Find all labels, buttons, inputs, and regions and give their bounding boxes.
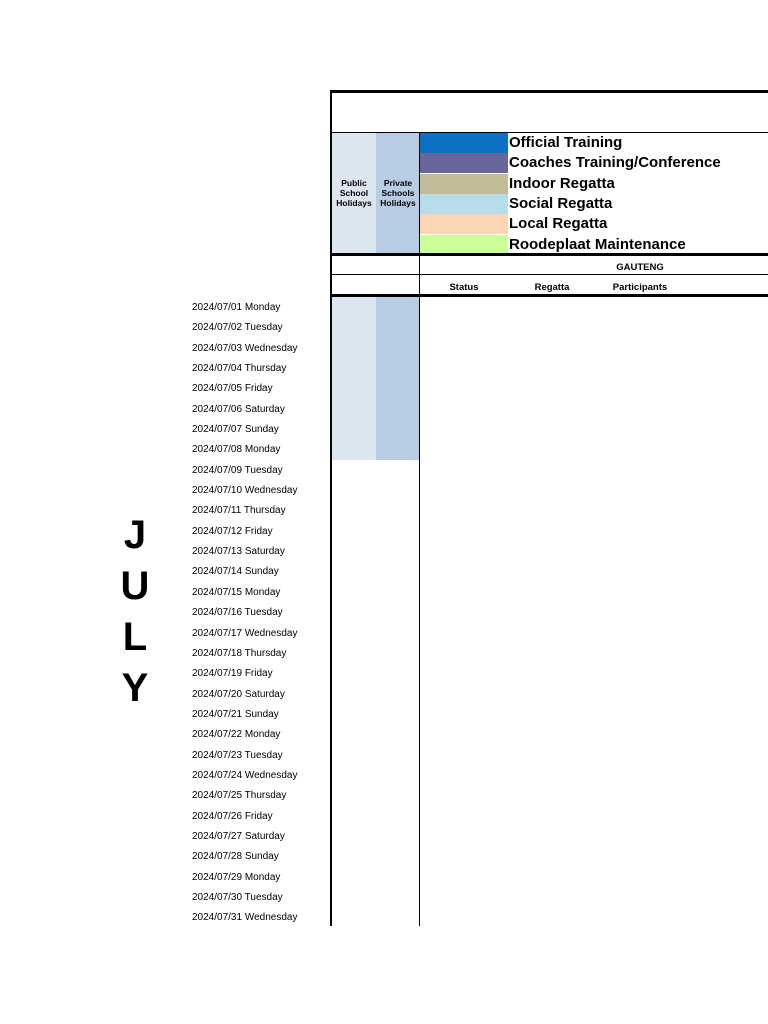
public-holiday-rows (332, 297, 376, 460)
date-row: 2024/07/11 Thursday (192, 505, 286, 517)
status-header: Status (449, 282, 479, 293)
participants-header: Participants (612, 282, 668, 293)
date-row: 2024/07/09 Tuesday (192, 464, 283, 476)
month-letter: U (120, 564, 150, 608)
legend-label: Coaches Training/Conference (509, 154, 721, 172)
date-row: 2024/07/02 Tuesday (192, 322, 283, 334)
legend-swatch (420, 194, 508, 214)
month-letter: J (123, 513, 147, 557)
date-row: 2024/07/25 Thursday (192, 790, 287, 802)
month-label (118, 510, 152, 714)
legend-swatch (420, 235, 508, 255)
date-list (192, 298, 330, 929)
month-letter: Y (121, 666, 149, 710)
date-row: 2024/07/03 Wednesday (192, 342, 298, 354)
date-row: 2024/07/10 Wednesday (192, 485, 298, 497)
date-row: 2024/07/22 Monday (192, 729, 281, 741)
divider (330, 253, 768, 256)
date-row: 2024/07/18 Thursday (192, 647, 287, 659)
date-row: 2024/07/14 Sunday (192, 566, 279, 578)
date-row: 2024/07/28 Sunday (192, 851, 279, 863)
divider (330, 132, 768, 133)
date-row: 2024/07/15 Monday (192, 586, 281, 598)
date-row: 2024/07/04 Thursday (192, 363, 287, 375)
top-border (330, 90, 768, 93)
date-row: 2024/07/26 Friday (192, 810, 273, 822)
legend-swatch (420, 174, 508, 194)
date-row: 2024/07/07 Sunday (192, 424, 279, 436)
date-row: 2024/07/30 Tuesday (192, 891, 283, 903)
legend-label: Social Regatta (509, 194, 613, 212)
date-row: 2024/07/24 Wednesday (192, 769, 298, 781)
regatta-header: Regatta (534, 282, 570, 293)
date-row: 2024/07/27 Saturday (192, 830, 285, 842)
legend-label: Roodeplaat Maintenance (509, 235, 686, 253)
private-holiday-rows (376, 297, 420, 460)
date-row: 2024/07/13 Saturday (192, 546, 285, 558)
date-row: 2024/07/21 Sunday (192, 708, 279, 720)
legend-swatch (420, 133, 508, 153)
date-row: 2024/07/29 Monday (192, 871, 281, 883)
date-row: 2024/07/16 Tuesday (192, 607, 283, 619)
calendar-grid (330, 90, 768, 926)
legend-swatch (420, 214, 508, 234)
public-holidays-header: Public School Holidays (336, 178, 372, 208)
date-row: 2024/07/01 Monday (192, 302, 281, 313)
divider (330, 294, 768, 297)
date-row: 2024/07/05 Friday (192, 383, 273, 395)
legend-label: Local Regatta (509, 215, 608, 233)
date-row: 2024/07/06 Saturday (192, 403, 285, 415)
region-header: GAUTENG (616, 262, 664, 273)
private-holidays-header: Private Schools Holidays (380, 178, 416, 208)
column-divider (419, 133, 420, 926)
date-row: 2024/07/23 Tuesday (192, 749, 283, 761)
date-row: 2024/07/20 Saturday (192, 688, 285, 700)
date-row: 2024/07/08 Monday (192, 444, 281, 456)
date-row: 2024/07/31 Wednesday (192, 912, 298, 924)
month-letter: L (122, 615, 148, 659)
legend-swatch (420, 153, 508, 173)
legend-label: Indoor Regatta (509, 174, 615, 192)
date-row: 2024/07/12 Friday (192, 525, 273, 537)
left-border (330, 90, 332, 926)
legend-label: Official Training (509, 134, 623, 151)
divider (330, 274, 768, 275)
date-row: 2024/07/17 Wednesday (192, 627, 298, 639)
date-row: 2024/07/19 Friday (192, 668, 273, 680)
